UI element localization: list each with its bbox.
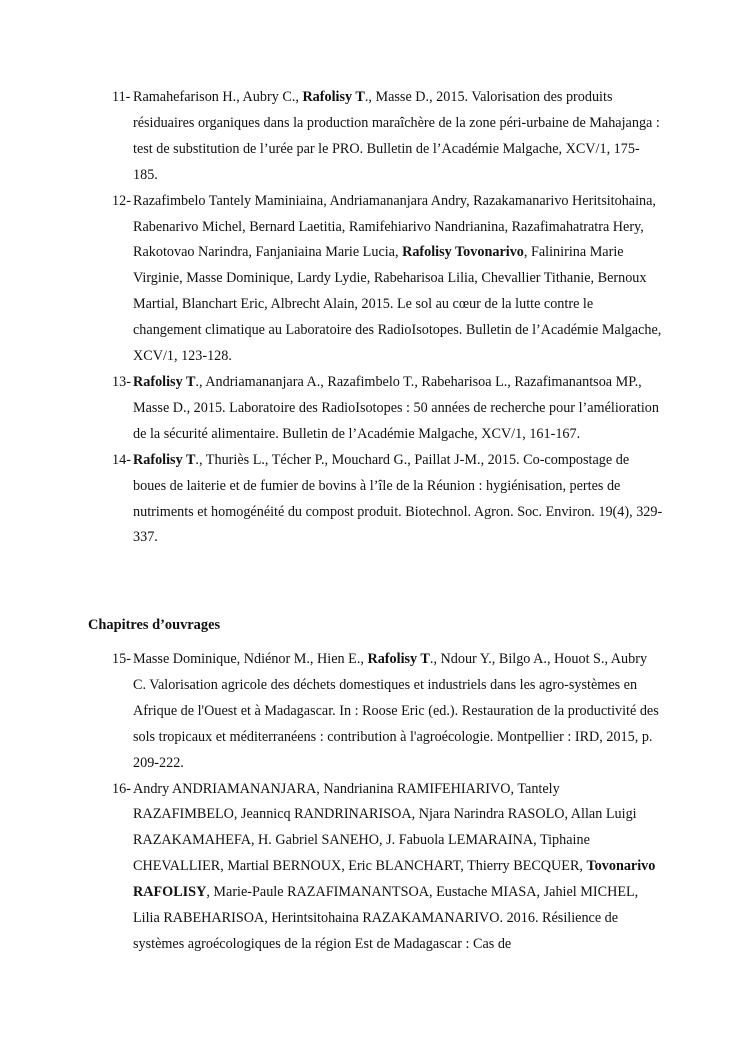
reference-number: 13- — [112, 373, 131, 390]
reference-entry — [0, 370, 745, 448]
reference-text-segment: ., Masse D., 2015. Valorisation des produits résiduaires organiques dans la production maraîchère de la zone péri-urbaine de Mahajanga : test de substitution de l’urée par le PRO. Bulletin de l’Académie Malgache, XCV/1, 175-185. — [133, 89, 660, 183]
author-highlight: Rafolisy T — [133, 451, 196, 468]
reference-text-segment: , Falinirina Marie Virginie, Masse Dominique, Lardy Lydie, Rabeharisoa Lilia, Chevallier Tithanie, Bernoux Martial, Blanchart Eric, Albrecht Alain, 2015. Le sol au cœur de la lutte contre le changement climatique au Laboratoire des RadioIsotopes. Bulletin de l’Académie Malgache, XCV/1, 123-128. — [133, 244, 662, 365]
author-highlight: Tovonarivo RAFOLISY — [133, 858, 656, 901]
reference-list-articles — [0, 85, 745, 551]
reference-number: 11- — [112, 89, 131, 105]
reference-text — [133, 448, 663, 552]
reference-entry — [0, 777, 745, 958]
reference-entry — [0, 448, 745, 552]
reference-text-segment: ., Andriamananjara A., Razafimbelo T., Rabeharisoa L., Razafimanantsoa MP., Masse D., 2015. Laboratoire des RadioIsotopes : 50 années de recherche pour l’amélioration de la sécurité alimentaire. Bulletin de l’Académie Malgache, XCV/1, 161-167. — [133, 373, 659, 442]
reference-number: 16- — [112, 780, 131, 797]
reference-entry — [0, 85, 745, 189]
reference-number: 14- — [112, 451, 131, 468]
author-highlight: Rafolisy T — [367, 651, 430, 667]
reference-text — [133, 189, 663, 370]
reference-text — [133, 370, 663, 448]
reference-text-segment: ., Ndour Y., Bilgo A., Houot S., Aubry C. Valorisation agricole des déchets domestiques et industriels dans les agro-systèmes en Afrique de l'Ouest et à Madagascar. In : Roose Eric (ed.). Restauration de la productivité des sols tropicaux et méditerranéens : contribution à l'agroécologie. Montpellier : IRD, 2015, p. 209-222. — [133, 651, 659, 771]
reference-list-chapters — [0, 647, 745, 958]
author-highlight: Rafolisy T — [133, 373, 196, 390]
section-heading: Chapitres d’ouvrages — [88, 617, 221, 633]
reference-number: 12- — [112, 192, 131, 209]
author-highlight: Rafolisy T — [302, 89, 365, 105]
reference-text-segment: Ramahefarison H., Aubry C., — [133, 89, 303, 105]
reference-text — [133, 85, 663, 189]
reference-text-segment: Masse Dominique, Ndiénor M., Hien E., — [133, 651, 368, 667]
author-highlight: Rafolisy Tovonarivo — [402, 244, 524, 261]
reference-entry — [0, 647, 745, 777]
reference-entry — [0, 189, 745, 370]
reference-text-segment: Razafimbelo Tantely Maminiaina, Andriamananjara Andry, Razakamanarivo Heritsitohaina, Rabenarivo Michel, Bernard Laetitia, Ramifehiarivo Nandrianina, Razafimahatratra Hery, Rakotovao Narindra, Fanjaniaina Marie Lucia, — [133, 192, 656, 261]
reference-text-segment: Andry ANDRIAMANANJARA, Nandrianina RAMIFEHIARIVO, Tantely RAZAFIMBELO, Jeannicq RANDRINARISOA, Njara Narindra RASOLO, Allan Luigi RAZAKAMAHEFA, H. Gabriel SANEHO, J. Fabuola LEMARAINA, Tiphaine CHEVALLIER, Martial BERNOUX, Eric BLANCHART, Thierry BECQUER, — [133, 780, 637, 875]
reference-text — [133, 647, 663, 777]
reference-text — [133, 777, 663, 958]
reference-number: 15- — [112, 651, 131, 667]
reference-text-segment: ., Thuriès L., Técher P., Mouchard G., Paillat J-M., 2015. Co-compostage de boues de laiterie et de fumier de bovins à l’île de la Réunion : hygiénisation, pertes de nutriments et homogénéité du compost produit. Biotechnol. Agron. Soc. Environ. 19(4), 329-337. — [133, 451, 663, 546]
reference-text-segment: , Marie-Paule RAZAFIMANANTSOA, Eustache MIASA, Jahiel MICHEL, Lilia RABEHARISOA, Herintsitohaina RAZAKAMANARIVO. 2016. Résilience de systèmes agroécologiques de la région Est de Madagascar : Cas de — [133, 884, 639, 952]
